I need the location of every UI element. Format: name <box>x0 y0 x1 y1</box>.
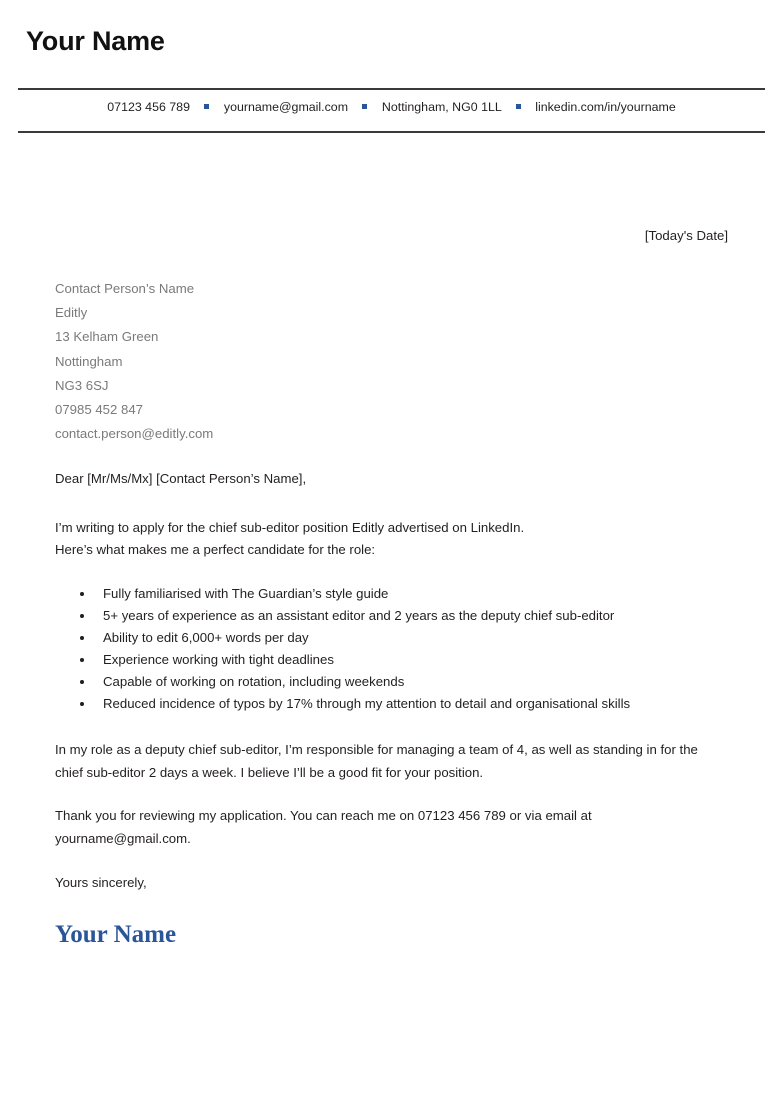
letter-date: [Today's Date] <box>644 228 728 243</box>
intro-line-1: I’m writing to apply for the chief sub-editor position Editly advertised on LinkedIn. <box>55 520 525 535</box>
list-item: 5+ years of experience as an assistant editor and 2 years as the deputy chief sub-editor <box>55 605 728 627</box>
bullet-separator-icon <box>516 104 521 109</box>
recipient-name: Contact Person’s Name <box>55 281 195 296</box>
contact-details-line <box>18 101 765 115</box>
recipient-postcode: NG3 6SJ <box>55 377 109 393</box>
list-item: Capable of working on rotation, including weekends <box>55 671 728 693</box>
list-item: Reduced incidence of typos by 17% through my attention to detail and organisational skills <box>55 693 728 715</box>
signature-name: Your Name <box>55 921 177 948</box>
bullet-separator-icon <box>362 104 367 109</box>
recipient-city: Nottingham <box>55 353 123 369</box>
list-item: Ability to edit 6,000+ words per day <box>55 627 728 649</box>
salutation: Dear [Mr/Ms/Mx] [Contact Person’s Name], <box>55 471 307 486</box>
recipient-company: Editly <box>55 305 88 321</box>
recipient-phone: 07985 452 847 <box>55 402 144 418</box>
signoff: Yours sincerely, <box>55 875 147 890</box>
intro-line-2: Here’s what makes me a perfect candidate for the role: <box>55 542 376 557</box>
page-title: Your Name <box>26 26 165 56</box>
paragraph-closing-thanks: Thank you for reviewing my application. You can reach me on 07123 456 789 or via email at yourname@gmail.com. <box>55 808 592 846</box>
qualification-list <box>55 583 728 715</box>
recipient-street: 13 Kelham Green <box>55 329 159 345</box>
contact-phone: 07123 456 789 <box>107 100 190 114</box>
recipient-email: contact.person@editly.com <box>55 426 214 442</box>
contact-linkedin: linkedin.com/in/yourname <box>535 100 676 114</box>
paragraph-current-role: In my role as a deputy chief sub-editor, I’m responsible for managing a team of 4, as well as standing in for the chief sub-editor 2 days a week. I believe I’ll be a good fit for your position. <box>55 742 698 780</box>
bullet-separator-icon <box>204 104 209 109</box>
intro-paragraph <box>55 517 728 561</box>
contact-location: Nottingham, NG0 1LL <box>381 100 502 114</box>
header-rule-bottom <box>18 131 765 133</box>
recipient-address-block <box>55 277 555 446</box>
list-item: Fully familiarised with The Guardian’s style guide <box>55 583 728 605</box>
header-rule-top <box>18 88 765 90</box>
list-item: Experience working with tight deadlines <box>55 649 728 671</box>
contact-email: yourname@gmail.com <box>223 100 349 114</box>
